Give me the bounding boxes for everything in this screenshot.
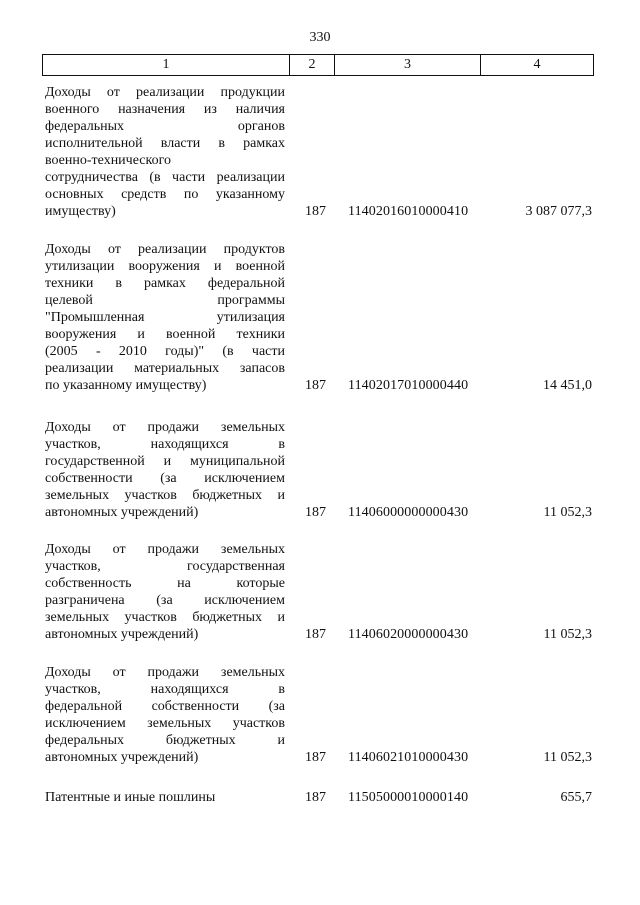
description-line: Доходы от продажи земельных [45,542,285,557]
description-line: участков, находящихся в [45,437,285,452]
description-line: реализации материальных запасов [45,361,285,376]
description-line: исполнительной власти в рамках [45,136,285,151]
amount: 14 451,0 [543,378,592,393]
kbk-code: 11402016010000410 [348,204,469,219]
admin-code: 187 [305,750,326,765]
description-line: собственности (за исключением [45,471,285,486]
row-description [45,541,285,643]
description-line: участков, государственная [45,559,285,574]
description-line: земельных участков бюджетных и [45,610,285,625]
kbk-code: 11402017010000440 [348,378,469,393]
amount: 11 052,3 [543,750,592,765]
description-line: исключением земельных участков [45,716,285,731]
amount: 11 052,3 [543,627,592,642]
description-line: Доходы от продажи земельных [45,665,285,680]
description-line: земельных участков бюджетных и [45,488,285,503]
description-line: автономных учреждений) [45,505,199,520]
description-line: основных средств по указанному [45,187,285,202]
description-line: Доходы от реализации продуктов [45,242,285,257]
admin-code: 187 [305,505,326,520]
admin-code: 187 [305,627,326,642]
admin-code: 187 [305,790,326,805]
amount: 11 052,3 [543,505,592,520]
amount: 655,7 [560,790,592,805]
table-header [42,54,594,76]
description-line: Патентные и иные пошлины [45,790,216,805]
description-line: государственной и муниципальной [45,454,285,469]
description-line: автономных учреждений) [45,627,199,642]
description-line: федеральных органов [45,119,285,134]
amount: 3 087 077,3 [525,204,592,219]
header-col-2: 2 [290,55,335,75]
description-line: "Промышленная утилизация [45,310,285,325]
description-line: военно-технического [45,153,171,168]
kbk-code: 11505000010000140 [348,790,469,805]
description-line: утилизации вооружения и военной [45,259,285,274]
admin-code: 187 [305,378,326,393]
description-line: разграничена (за исключением [45,593,285,608]
description-line: собственность на которые [45,576,285,591]
description-line: вооружения и военной техники [45,327,285,342]
row-description [45,419,285,521]
header-col-4: 4 [533,57,541,72]
description-line: Доходы от продажи земельных [45,420,285,435]
row-description [45,84,285,220]
description-line: военного назначения из наличия [45,102,285,117]
kbk-code: 11406000000000430 [348,505,469,520]
description-line: федеральных бюджетных и [45,733,285,748]
description-line: сотрудничества (в части реализации [45,170,285,185]
kbk-code: 11406020000000430 [348,627,469,642]
description-line: участков, находящихся в [45,682,285,697]
page-number: 330 [309,30,331,45]
row-description [45,241,285,394]
description-line: Доходы от реализации продукции [45,85,285,100]
description-line: имуществу) [45,204,116,219]
description-line: (2005 - 2010 годы)" (в части [45,344,285,359]
row-description [45,664,285,766]
header-col-1: 1 [43,55,290,75]
description-line: целевой программы [45,293,285,308]
kbk-code: 11406021010000430 [348,750,469,765]
header-col-3: 3 [335,55,481,75]
description-line: федеральной собственности (за [45,699,285,714]
description-line: по указанному имуществу) [45,378,207,393]
description-line: автономных учреждений) [45,750,199,765]
admin-code: 187 [305,204,326,219]
row-description [45,789,285,806]
description-line: техники в рамках федеральной [45,276,285,291]
